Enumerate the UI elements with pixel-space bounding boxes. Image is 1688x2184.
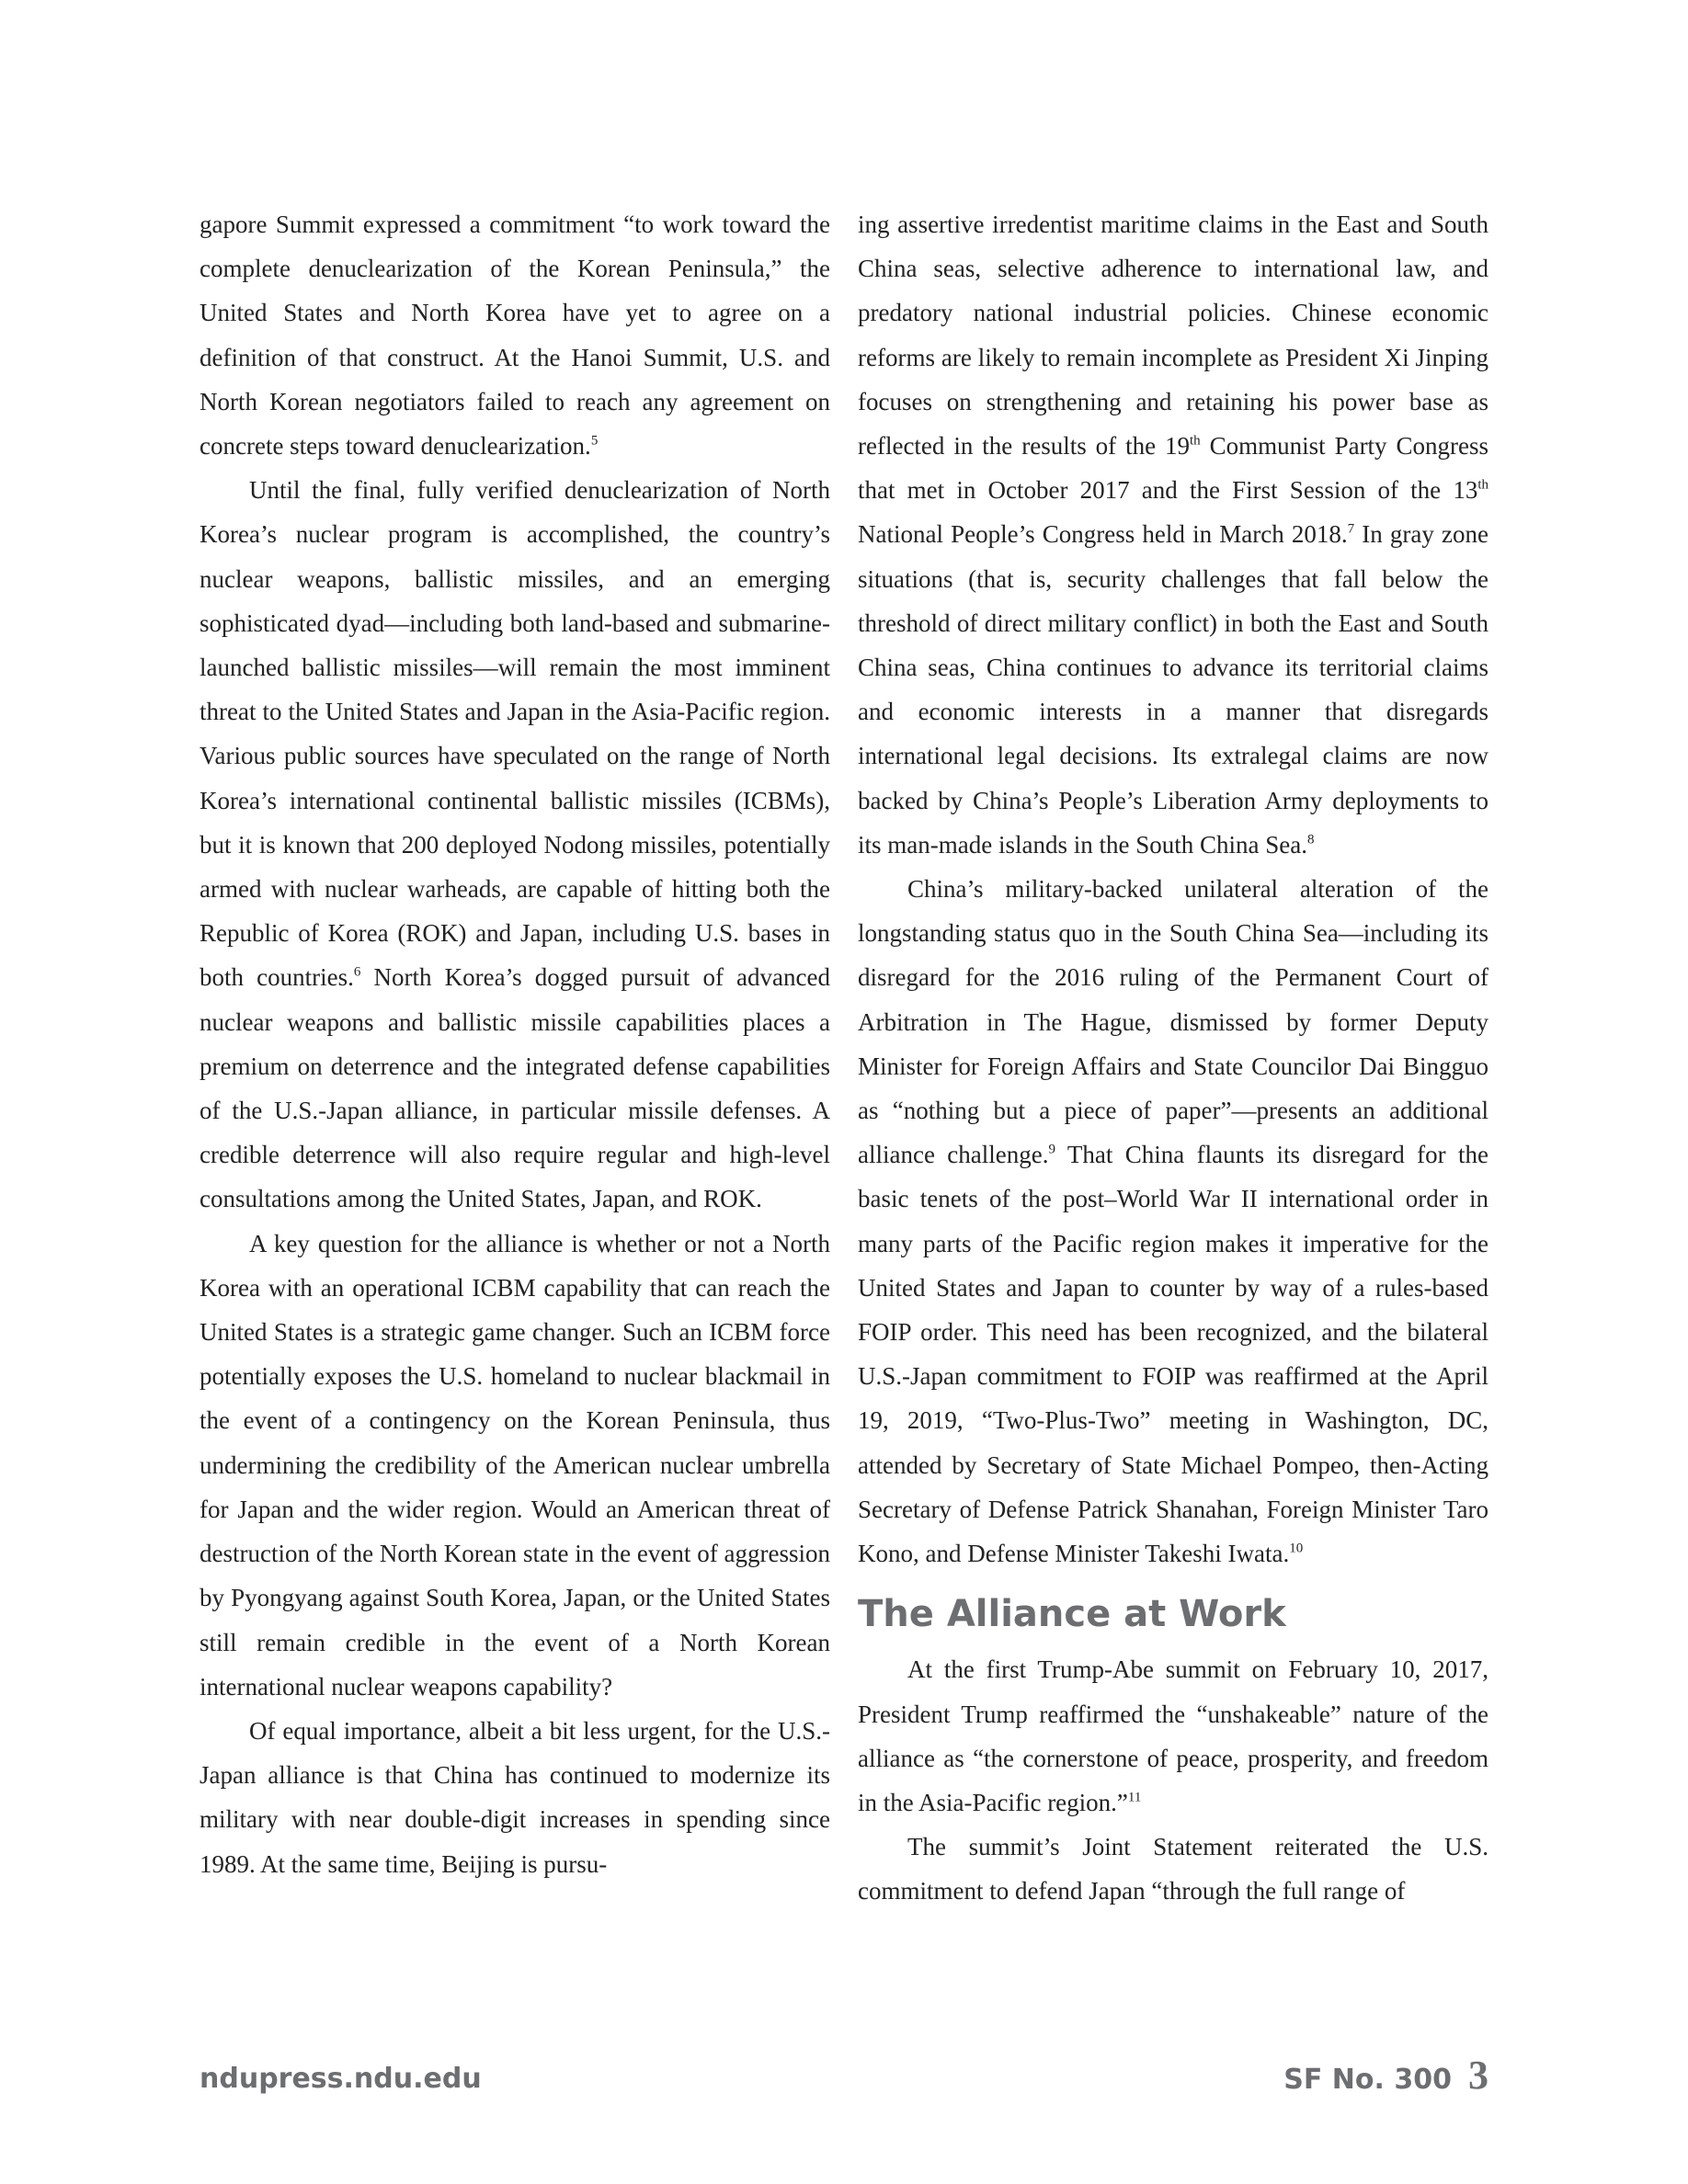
right-column (858, 202, 1488, 1914)
paragraph: gapore Summit expressed a commitment “to work toward the complete denuclearization of the Korean Peninsula,” the United States and North Korea have yet to agree on a definition of that construct. At the Hanoi Summit, U.S. and North Korean negotiators failed to reach any agreement on concrete steps toward denuclearization.$^5$ (200, 210, 830, 461)
footnote-ref[interactable]: 5 (590, 433, 599, 449)
ordinal-suffix: th (1190, 433, 1201, 449)
footnote-ref[interactable]: 7 (1347, 521, 1355, 537)
footer-page-info (1283, 2052, 1488, 2099)
footnote-ref[interactable]: 8 (1306, 832, 1315, 847)
paragraph: At the first Trump-Abe summit on February 10, 2017, President Trump reaffirmed the “unshakeable” nature of the alliance as “the cornerstone of peace, prosperity, and freedom in the Asia-Pacific region.”$^{11}$ (858, 1655, 1488, 1816)
paragraph: China’s military-backed unilateral alteration of the longstanding status quo in the South China Sea—including its disregard for the 2016 ruling of the Permanent Court of Arbitration in The Hague, dismissed by former Deputy Minister for Foreign Affairs and State Councilor Dai Bingguo as “nothing but a piece of paper”—presents an additional alliance challenge.$^9$ That China flaunts its disregard for the basic tenets of the post–World War II international order in many parts of the Pacific region makes it imperative for the United States and Japan to counter by way of a rules-based FOIP order. This need has been recognized, and the bilateral U.S.-Japan commitment to FOIP was reaffirmed at the April 19, 2019, “Two-Plus-Two” meeting in Washington, DC, attended by Secretary of State Michael Pompeo, then-Acting Secretary of Defense Patrick Shanahan, Foreign Minister Taro Kono, and Defense Minister Takeshi Iwata.$^{10}$ (858, 875, 1488, 1568)
footnote-ref[interactable]: 9 (1048, 1142, 1055, 1157)
left-column (200, 202, 830, 1886)
paragraph: The summit’s Joint Statement reiterated the U.S. commitment to defend Japan “through the full range of (858, 1833, 1488, 1905)
paragraph: Of equal importance, albeit a bit less urgent, for the U.S.-Japan alliance is that China has continued to modernize its military with near double-digit increases in spending since 1989. At the same time, Beijing is pursu- (200, 1716, 830, 1878)
section-heading: The Alliance at Work (858, 1593, 1286, 1636)
paragraph: Until the final, fully verified denuclearization of North Korea’s nuclear program is accomplished, the country’s nuclear weapons, ballistic missiles, and an emerging sophisticated dyad—including both land-based and submarine-launched ballistic missiles—will remain the most imminent threat to the United States and Japan in the Asia-Pacific region. Various public sources have speculated on the range of North Korea’s international continental ballistic missiles (ICBMs), but it is known that 200 deployed Nodong missiles, potentially armed with nuclear warheads, are capable of hitting both the Republic of Korea (ROK) and Japan, including U.S. bases in both countries.$^6$ North Korea’s dogged pursuit of advanced nuclear weapons and ballistic missile capabilities places a premium on deterrence and the integrated defense capabilities of the U.S.-Japan alliance, in particular missile defenses. A credible deterrence will also require regular and high-level consultations among the United States, Japan, and ROK. (200, 476, 830, 1213)
paragraph: A key question for the alliance is whether or not a North Korea with an operational ICBM capability that can reach the United States is a strategic game changer. Such an ICBM force potentially exposes the U.S. homeland to nuclear blackmail in the event of a contingency on the Korean Peninsula, thus undermining the credibility of the American nuclear umbrella for Japan and the wider region. Would an American threat of destruction of the North Korean state in the event of aggression by Pyongyang against South Korea, Japan, or the United States still remain credible in the event of a North Korean international nuclear weapons capability? (200, 1229, 830, 1701)
paragraph: ing assertive irredentist maritime claims in the East and South China seas, selective adherence to international law, and predatory national industrial policies. Chinese economic reforms are likely to remain incomplete as President Xi Jinping focuses on strengthening and retaining his power base as reflected in the results of the 19th Communist Party Congress that met in October 2017 and the First Session of the 13th National People’s Congress held in March 2018.$^7$ In gray zone situations (that is, security challenges that fall below the threshold of direct military conflict) in both the East and South China seas, China continues to advance its territorial claims and economic interests in a manner that disregards international legal decisions. Its extralegal claims are now backed by China’s People’s Liberation Army deployments to its man-made islands in the South China Sea.$^8$ (858, 210, 1488, 859)
ordinal-suffix: th (1477, 477, 1488, 493)
page-number: 3 (1468, 2053, 1488, 2098)
series-number: SF No. 300 (1283, 2064, 1452, 2096)
footer-site-link[interactable]: ndupress.ndu.edu (200, 2063, 482, 2095)
footnote-ref[interactable]: 10 (1289, 1541, 1304, 1556)
footnote-ref[interactable]: 11 (1127, 1790, 1142, 1805)
footnote-ref[interactable]: 6 (353, 964, 361, 980)
